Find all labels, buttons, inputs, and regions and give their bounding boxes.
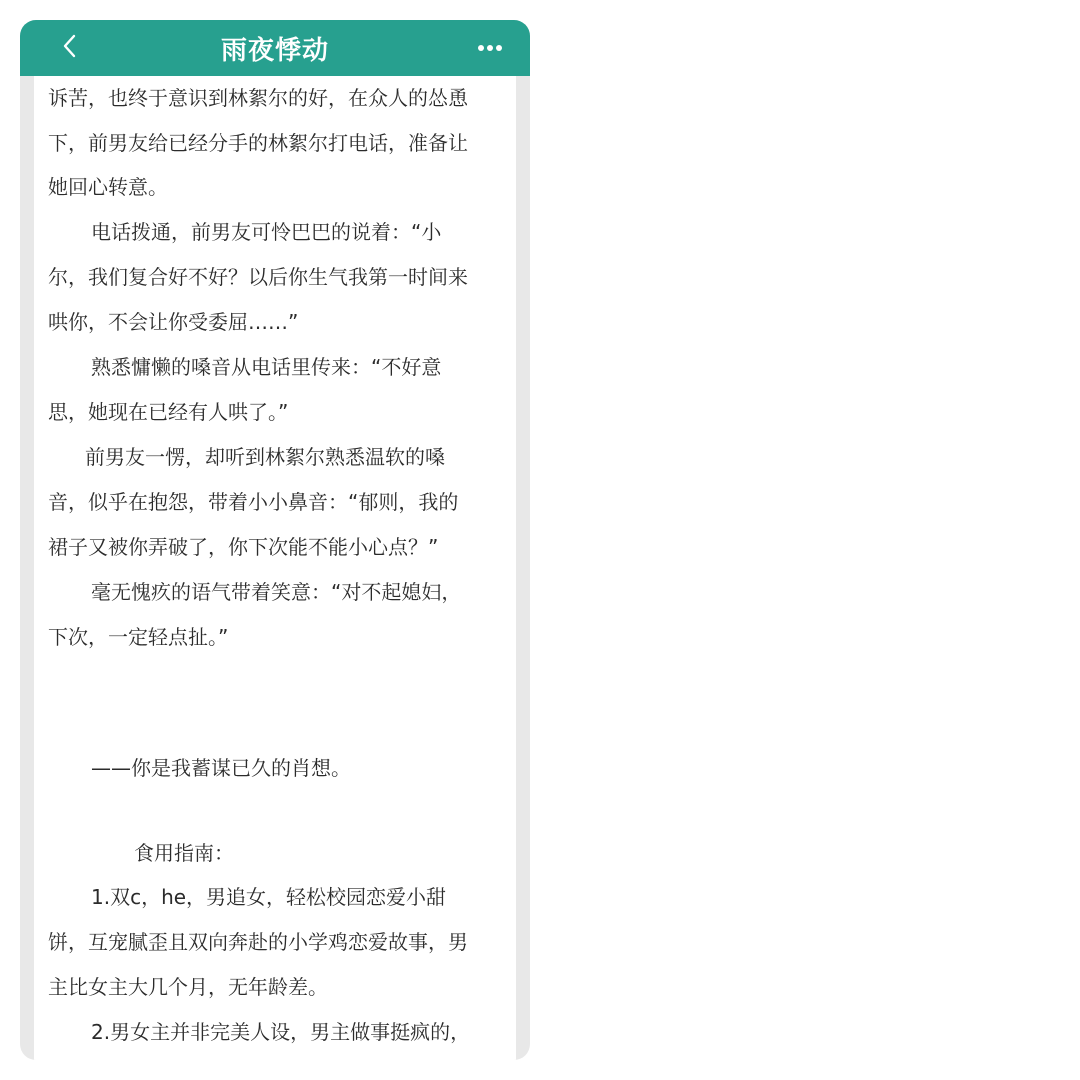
text-line: 下次，一定轻点扯。” [48,625,229,649]
text-line: 下，前男友给已经分手的林絮尔打电话，准备让 [48,131,468,155]
text-line: 熟悉慵懒的嗓音从电话里传来：“不好意 [91,355,442,379]
text-line: 毫无愧疚的语气带着笑意：“对不起媳妇， [91,580,462,604]
more-button[interactable] [472,30,508,66]
text-line: 1.双c，he，男追女，轻松校园恋爱小甜 [91,885,447,909]
text-line: 哄你，不会让你受委屈……” [48,310,299,334]
book-title: 雨夜悸动 [220,35,329,66]
more-horizontal-icon [477,44,503,52]
text-line: 思，她现在已经有人哄了。” [48,400,289,424]
text-line: 食用指南： [134,841,234,865]
chevron-left-icon [61,32,79,60]
text-line: 音，似乎在抱怨，带着小小鼻音：“郁则，我的 [48,490,459,514]
text-line: 裙子又被你弄破了，你下次能不能小心点？” [48,535,439,559]
text-line: 2.男女主并非完美人设，男主做事挺疯的， [91,1020,471,1044]
text-line: 尔，我们复合好不好？以后你生气我第一时间来 [48,265,468,289]
phone-frame [20,20,530,1060]
text-line: 主比女主大几个月，无年龄差。 [48,975,328,999]
app-header [20,20,530,76]
back-button[interactable] [56,26,84,66]
text-line: 电话拨通，前男友可怜巴巴的说着：“小 [91,220,442,244]
text-line: 前男友一愣，却听到林絮尔熟悉温软的嗓 [85,445,445,469]
text-line: 她回心转意。 [48,175,168,199]
text-line: 饼，互宠腻歪且双向奔赴的小学鸡恋爱故事，男 [48,930,468,954]
text-line: ——你是我蓄谋已久的肖想。 [91,756,351,780]
reader-content[interactable] [34,76,516,1060]
text-line: 诉苦，也终于意识到林絮尔的好，在众人的怂恿 [48,86,468,110]
